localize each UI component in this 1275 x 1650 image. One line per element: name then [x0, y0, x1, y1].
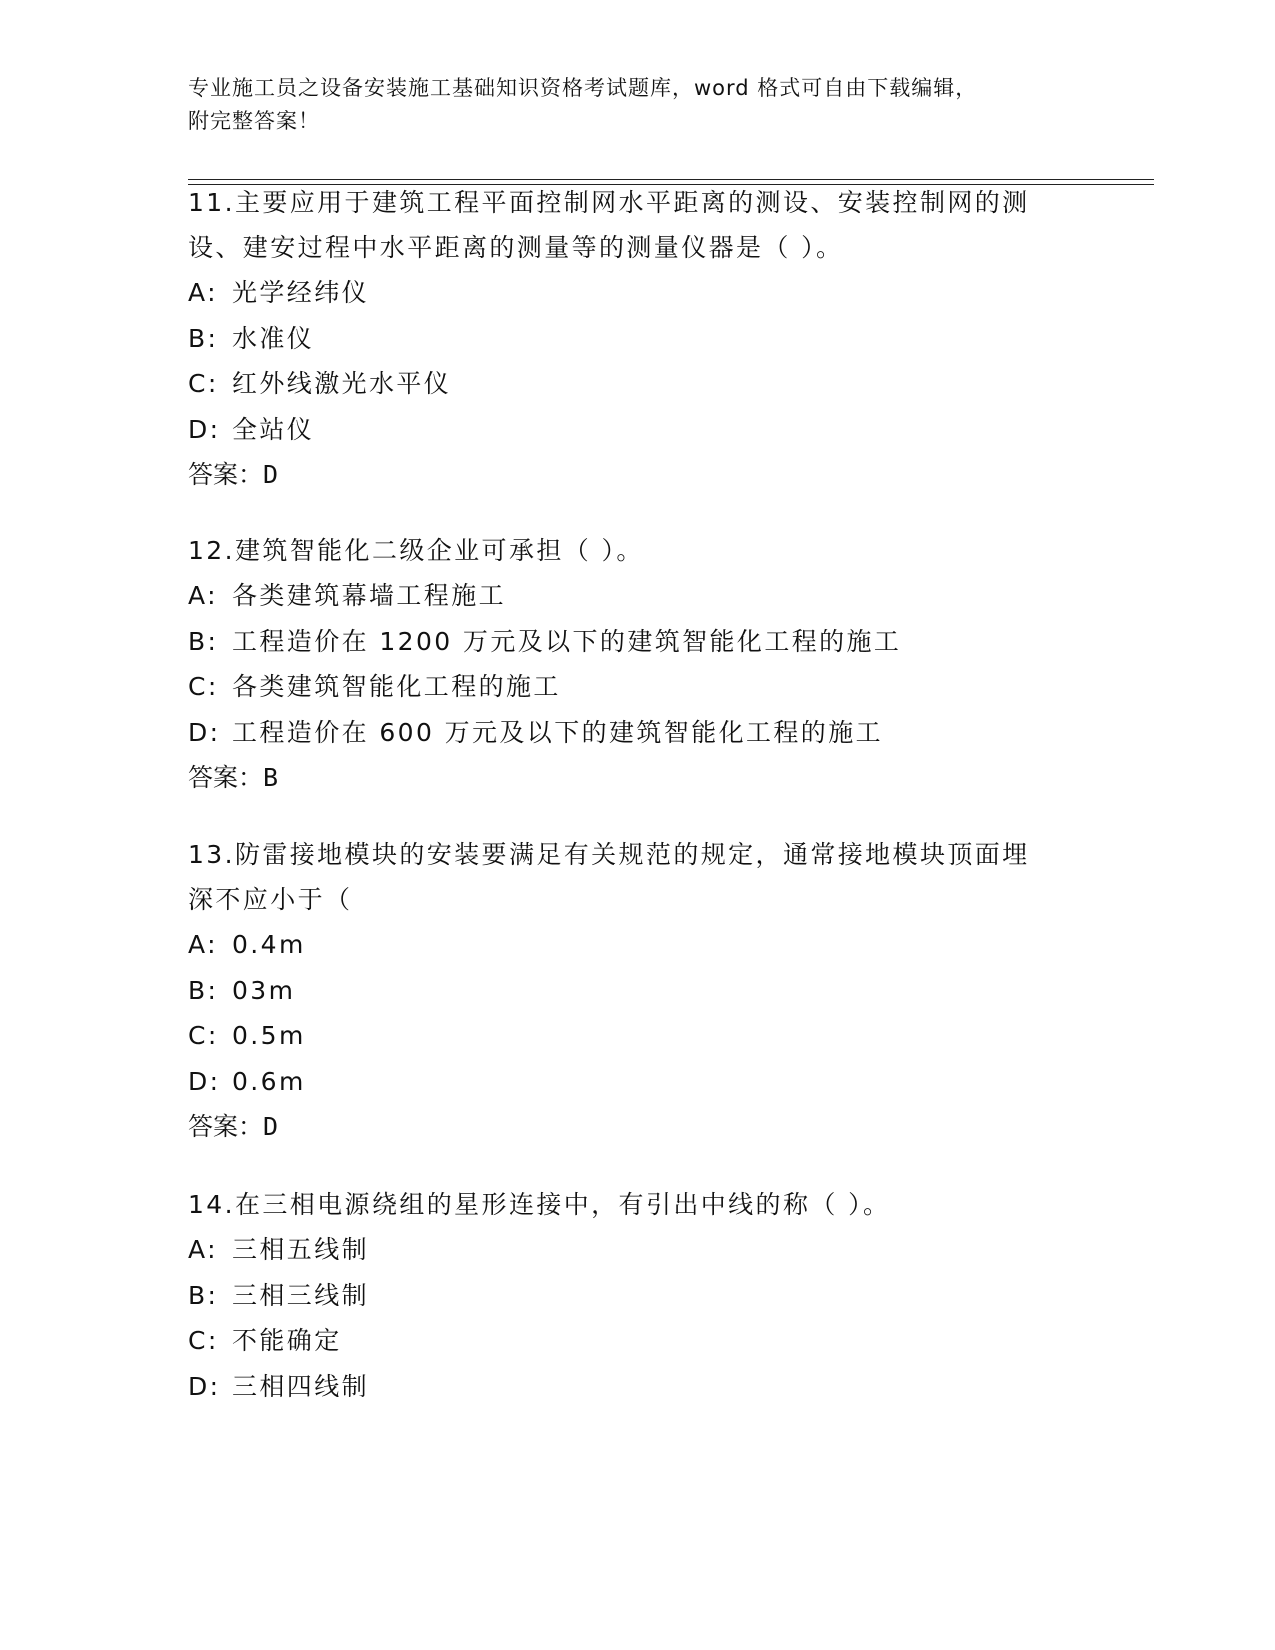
- option-letter: B:: [188, 323, 219, 353]
- answer-line: [188, 1104, 1088, 1149]
- option-b: [188, 1273, 1088, 1319]
- option-d: [188, 1059, 1088, 1105]
- option-letter: B:: [188, 626, 219, 656]
- option-letter: C:: [188, 369, 219, 398]
- question-text-line: 12.建筑智能化二级企业可承担（ ）。: [188, 536, 644, 565]
- option-b: [188, 316, 1088, 362]
- option-letter: A:: [188, 930, 218, 959]
- option-text: 三相五线制: [232, 1235, 370, 1264]
- option-letter: B:: [188, 1280, 219, 1310]
- answer-value: D: [263, 1112, 279, 1141]
- option-text: 各类建筑幕墙工程施工: [232, 581, 507, 610]
- option-text: 光学经纬仪: [232, 278, 370, 307]
- option-c: [188, 1013, 1088, 1059]
- option-text: 红外线激光水平仪: [232, 369, 452, 398]
- option-a: [188, 573, 1088, 619]
- question-12: [188, 528, 1088, 800]
- option-letter: D:: [188, 414, 221, 444]
- question-text-line: 设、建安过程中水平距离的测量等的测量仪器是（ ）。: [188, 233, 844, 262]
- answer-line: [188, 755, 1088, 800]
- option-text: 工程造价在 1200 万元及以下的建筑智能化工程的施工: [232, 626, 902, 656]
- option-b: [188, 968, 1088, 1014]
- answer-value: D: [263, 460, 279, 489]
- option-letter: D:: [188, 717, 221, 747]
- option-a: [188, 270, 1088, 316]
- option-a: [188, 1227, 1088, 1273]
- option-c: [188, 361, 1088, 407]
- document-header: [188, 72, 1068, 138]
- option-b: [188, 619, 1088, 665]
- option-letter: C:: [188, 672, 219, 701]
- answer-value: B: [263, 763, 279, 792]
- option-text: 0.6m: [232, 1066, 306, 1096]
- option-letter: D:: [188, 1371, 221, 1401]
- question-14: [188, 1182, 1088, 1409]
- option-d: [188, 1364, 1088, 1410]
- question-text-line: 11.主要应用于建筑工程平面控制网水平距离的测设、安装控制网的测: [188, 188, 1030, 217]
- header-line-2: 附完整答案！: [188, 109, 320, 133]
- option-letter: B:: [188, 975, 219, 1005]
- option-text: 三相四线制: [232, 1371, 370, 1401]
- answer-label: 答案：: [188, 460, 264, 489]
- option-text: 全站仪: [232, 414, 315, 444]
- answer-label: 答案：: [188, 763, 264, 792]
- option-text: 水准仪: [232, 323, 315, 353]
- option-text: 各类建筑智能化工程的施工: [232, 672, 561, 701]
- option-text: 0.5m: [232, 1021, 306, 1050]
- answer-line: [188, 452, 1088, 497]
- question-text-line: 14.在三相电源绕组的星形连接中，有引出中线的称（ ）。: [188, 1190, 891, 1219]
- option-text: 三相三线制: [232, 1280, 370, 1310]
- question-11: [188, 180, 1088, 497]
- option-text: 0.4m: [232, 930, 306, 959]
- option-c: [188, 1318, 1088, 1364]
- question-text-line: 深不应小于（: [188, 885, 353, 914]
- answer-label: 答案：: [188, 1112, 264, 1141]
- option-letter: D:: [188, 1066, 221, 1096]
- option-text: 03m: [232, 975, 296, 1005]
- option-letter: A:: [188, 1235, 218, 1264]
- option-letter: A:: [188, 581, 218, 610]
- option-d: [188, 407, 1088, 453]
- question-text-line: 13.防雷接地模块的安装要满足有关规范的规定，通常接地模块顶面埋: [188, 840, 1030, 869]
- option-c: [188, 664, 1088, 710]
- option-letter: C:: [188, 1021, 219, 1050]
- option-d: [188, 710, 1088, 756]
- question-13: [188, 832, 1088, 1149]
- option-a: [188, 922, 1088, 968]
- option-text: 工程造价在 600 万元及以下的建筑智能化工程的施工: [232, 717, 884, 747]
- option-letter: A:: [188, 278, 218, 307]
- option-text: 不能确定: [232, 1326, 342, 1355]
- option-letter: C:: [188, 1326, 219, 1355]
- header-line-1: 专业施工员之设备安装施工基础知识资格考试题库，word 格式可自由下载编辑，: [188, 76, 978, 100]
